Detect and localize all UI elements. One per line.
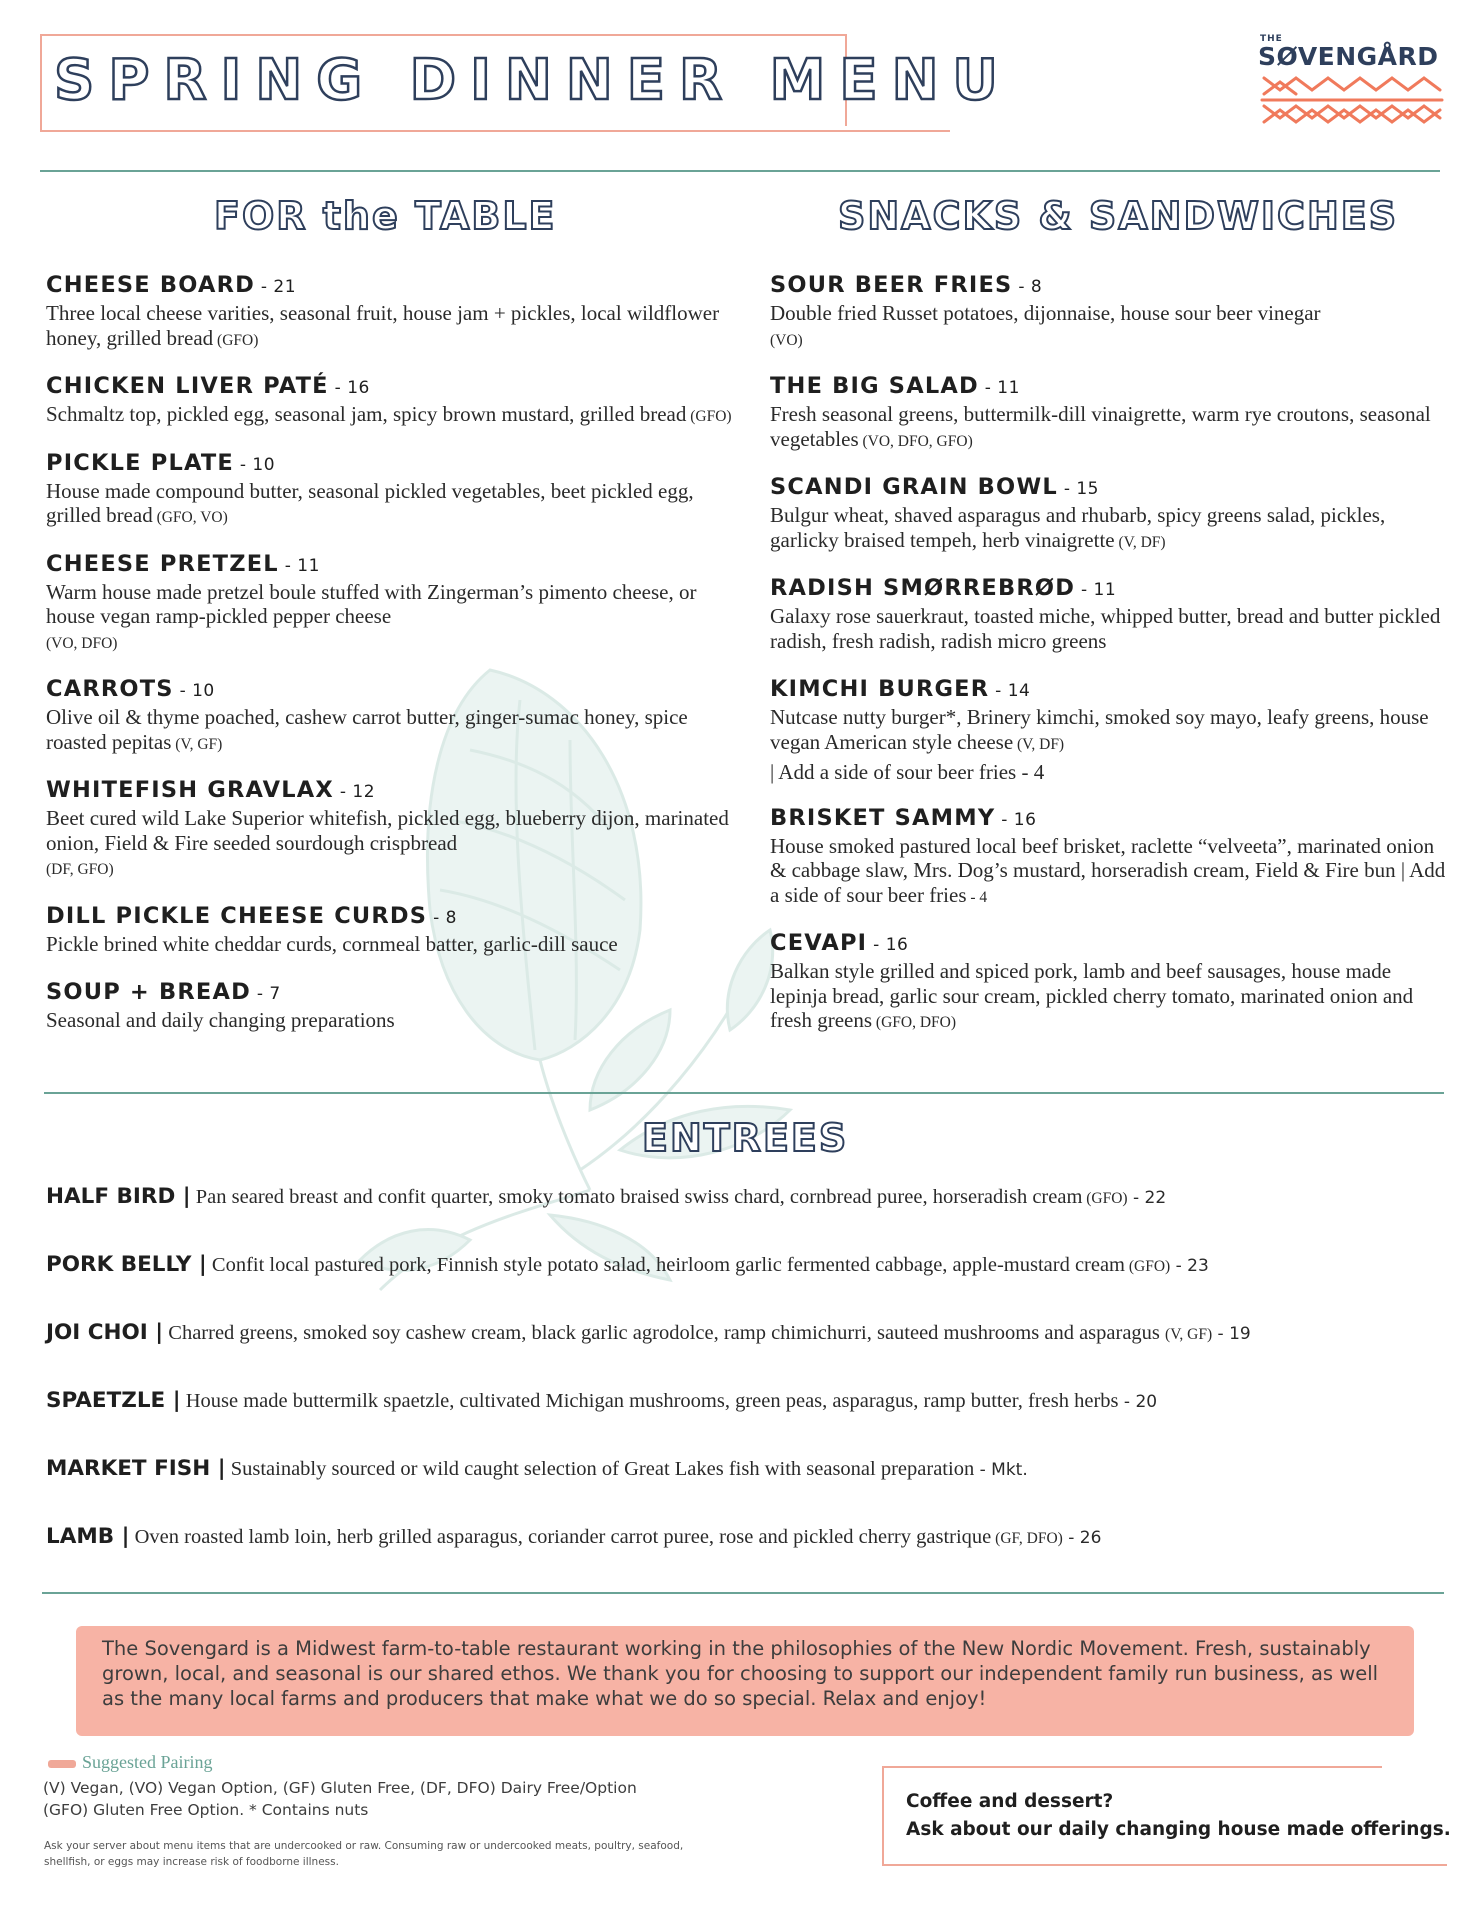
item-price: - 15 <box>1057 479 1099 499</box>
item-price: - 10 <box>233 454 276 475</box>
item-description: Fresh seasonal greens, buttermilk-dill vinaigrette, warm rye croutons, seasonal vegetables <box>770 402 1431 451</box>
entree-row <box>46 1320 1446 1345</box>
list-item <box>46 979 746 1036</box>
entree-name: HALF BIRD | <box>46 1184 191 1209</box>
entree-name: MARKET FISH | <box>46 1456 226 1481</box>
item-name: PICKLE PLATE <box>46 449 234 476</box>
item-name: CHICKEN LIVER PATÉ <box>46 373 329 399</box>
list-item <box>770 930 1450 1036</box>
entree-description: Confit local pastured pork, Finnish style potato salad, heirloom garlic fermented cabbage, apple-mustard cream <box>206 1254 1126 1276</box>
item-description: Schmaltz top, pickled egg, seasonal jam, spicy brown mustard, grilled bread <box>46 402 687 426</box>
item-name: THE BIG SALAD <box>770 373 979 399</box>
dietary-tag: (VO, DFO, GFO) <box>858 432 973 450</box>
dietary-tag: (GF, DFO) <box>991 1530 1063 1547</box>
item-description: Warm house made pretzel boule stuffed with Zingerman’s pimento cheese, or house vegan ramp-pickled pepper cheese <box>46 579 697 628</box>
title-frame <box>40 34 1012 132</box>
entree-name: SPAETZLE | <box>46 1388 181 1413</box>
entree-description: Sustainably sourced or wild caught selection of Great Lakes fish with seasonal preparation <box>225 1458 975 1480</box>
item-description: House smoked pastured local beef brisket, raclette “velveeta”, marinated onion & cabbage slaw, Mrs. Dog’s mustard, horseradish cream, Field & Fire bun | Add a side of sour beer fries <box>770 833 1446 907</box>
item-price: - 11 <box>278 555 320 576</box>
dietary-tag: (VO) <box>770 331 803 349</box>
item-price: - 8 <box>1012 277 1043 297</box>
entree-row <box>46 1184 1446 1209</box>
entree-name: JOI CHOI | <box>46 1320 164 1345</box>
for-the-table-heading: FOR the TABLE <box>214 194 557 238</box>
list-item <box>770 373 1450 454</box>
for-the-table-list <box>46 272 746 1056</box>
wheat-pattern-icon <box>1260 72 1444 128</box>
list-item <box>770 805 1450 911</box>
logo-name-text: SØVENGÅRD <box>1258 42 1439 71</box>
disclaimer: Ask your server about menu items that are undercooked or raw. Consuming raw or undercooked meats, poultry, seafood, shellfish, or eggs may increase risk of foodborne illness. <box>44 1840 684 1868</box>
item-price: - 12 <box>333 782 376 802</box>
dessert-callout <box>882 1766 1451 1866</box>
item-name: CHEESE BOARD <box>46 272 255 298</box>
item-name: CARROTS <box>46 676 174 702</box>
entrees-heading: ENTREES <box>642 1116 849 1160</box>
entree-name: LAMB | <box>46 1524 130 1549</box>
item-name: DILL PICKLE CHEESE CURDS <box>46 902 428 929</box>
top-divider <box>40 170 1440 172</box>
item-price: - 16 <box>867 935 909 955</box>
item-name: RADISH SMØRREBRØD <box>770 575 1076 601</box>
dietary-legend <box>43 1777 637 1821</box>
list-item <box>46 676 746 757</box>
bottom-divider <box>42 1592 1444 1594</box>
item-description: Pickle brined white cheddar curds, cornmeal batter, garlic-dill sauce <box>46 931 618 956</box>
item-price: - 21 <box>254 277 297 297</box>
item-description: Seasonal and daily changing preparations <box>46 1008 395 1032</box>
item-description: Balkan style grilled and spiced pork, lamb and beef sausages, house made lepinja bread, garlic sour cream, pickled cherry tomato, marinated onion and fresh greens <box>770 959 1414 1032</box>
entree-price: - Mkt. <box>974 1460 1028 1480</box>
item-description: Nutcase nutty burger*, Brinery kimchi, smoked soy mayo, leafy greens, house vegan American style cheese <box>770 705 1429 754</box>
dietary-tag: (V, GF) <box>171 735 223 753</box>
list-item <box>770 575 1450 656</box>
entree-price: - 20 <box>1118 1392 1158 1412</box>
item-name: CEVAPI <box>770 930 868 956</box>
pairing-swatch-icon <box>48 1760 76 1768</box>
item-description: Galaxy rose sauerkraut, toasted miche, whipped butter, bread and butter pickled radish, fresh radish, radish micro greens <box>770 604 1441 653</box>
item-price: - 11 <box>978 378 1020 398</box>
item-name: WHITEFISH GRAVLAX <box>46 777 334 803</box>
item-price: - 10 <box>173 681 215 701</box>
about-text-box: The Sovengard is a Midwest farm-to-table restaurant working in the philosophies of the New Nordic Movement. Fresh, sustainably grown, local, and seasonal is our shared ethos. We thank you for choosing to support our independent family run business, as well as the many local farms and producers that make what we do so special. Relax and enjoy! <box>76 1626 1414 1736</box>
item-name: BRISKET SAMMY <box>770 804 996 831</box>
dietary-tag: (GFO) <box>686 408 732 425</box>
item-description: Bulgur wheat, shaved asparagus and rhubarb, spicy greens salad, pickles, garlicky braised tempeh, herb vinaigrette <box>770 503 1386 552</box>
list-item <box>46 903 746 960</box>
item-description: Olive oil & thyme poached, cashew carrot butter, ginger-sumac honey, spice roasted pepitas <box>46 705 688 754</box>
item-description: House made compound butter, seasonal pickled vegetables, beet pickled egg, grilled bread <box>46 478 694 527</box>
entree-name: PORK BELLY | <box>46 1252 207 1277</box>
item-addon: | Add a side of sour beer fries - 4 <box>770 760 1045 784</box>
item-price: - 16 <box>328 378 370 398</box>
dietary-tag: (DF, GFO) <box>46 861 114 878</box>
item-name: SOUR BEER FRIES <box>770 272 1013 298</box>
dietary-tag: (V, DF) <box>1013 735 1065 753</box>
dietary-tag: (V, DF) <box>1114 533 1166 551</box>
dietary-tag: (GFO) <box>213 331 259 349</box>
middle-divider <box>44 1092 1444 1094</box>
entree-description: Oven roasted lamb loin, herb grilled asparagus, coriander carrot puree, rose and pickled cherry gastrique <box>129 1526 992 1548</box>
list-item <box>770 474 1450 555</box>
entree-description: Pan seared breast and confit quarter, smoky tomato braised swiss chard, cornbread puree, horseradish cream <box>190 1186 1083 1208</box>
entree-description: Charred greens, smoked soy cashew cream, black garlic agrodolce, ramp chimichurri, sauteed mushrooms and asparagus <box>163 1322 1166 1344</box>
item-name: SCANDI GRAIN BOWL <box>770 474 1058 500</box>
item-price: - 16 <box>995 809 1037 830</box>
item-price: - 7 <box>250 984 281 1004</box>
entree-description: House made buttermilk spaetzle, cultivated Michigan mushrooms, green peas, asparagus, ramp butter, fresh herbs <box>180 1390 1119 1412</box>
list-item <box>770 272 1450 353</box>
dietary-tag: (V, GF) <box>1165 1326 1213 1343</box>
legend-line: (V) Vegan, (VO) Vegan Option, (GF) Gluten Free, (DF, DFO) Dairy Free/Option <box>43 1779 637 1797</box>
logo-the-text: THE <box>1260 34 1283 44</box>
list-item <box>46 272 746 353</box>
item-description: Three local cheese varities, seasonal fruit, house jam + pickles, local wildflower honey, grilled bread <box>46 301 720 350</box>
entree-price: - 23 <box>1170 1256 1209 1276</box>
page-title: SPRING DINNER MENU <box>54 48 1012 113</box>
snacks-sandwiches-heading: SNACKS & SANDWICHES <box>838 194 1399 238</box>
entree-price: - 19 <box>1212 1324 1251 1344</box>
dietary-tag: (GFO) <box>1125 1258 1171 1275</box>
dietary-tag: (VO, DFO) <box>46 634 118 652</box>
list-item <box>46 777 746 883</box>
entree-price: - 22 <box>1127 1188 1167 1208</box>
dietary-tag: - 4 <box>966 888 988 906</box>
item-price: - 14 <box>989 681 1031 701</box>
snacks-sandwiches-list <box>770 272 1450 1056</box>
legend-line: (GFO) Gluten Free Option. * Contains nuts <box>43 1801 369 1819</box>
list-item <box>46 551 746 657</box>
dessert-line: Coffee and dessert? <box>906 1791 1114 1812</box>
entree-price: - 26 <box>1062 1528 1102 1548</box>
dietary-tag: (GFO, DFO) <box>872 1014 957 1031</box>
sovengard-logo <box>1256 32 1446 132</box>
item-name: SOUP + BREAD <box>46 979 251 1005</box>
entree-row <box>46 1252 1446 1277</box>
entree-row <box>46 1456 1446 1481</box>
dietary-tag: (GFO) <box>1082 1190 1128 1207</box>
item-name: KIMCHI BURGER <box>770 676 990 702</box>
item-description: Beet cured wild Lake Superior whitefish, pickled egg, blueberry dijon, marinated onion, Field & Fire seeded sourdough crispbread <box>46 806 729 855</box>
list-item <box>770 676 1450 785</box>
pairing-label: Suggested Pairing <box>82 1752 213 1772</box>
dietary-tag: (GFO, VO) <box>152 509 228 526</box>
item-description: Double fried Russet potatoes, dijonnaise, house sour beer vinegar <box>770 301 1321 325</box>
dessert-line: Ask about our daily changing house made offerings. <box>906 1819 1451 1840</box>
item-name: CHEESE PRETZEL <box>46 550 279 577</box>
item-price: - 11 <box>1075 580 1117 600</box>
list-item <box>46 450 746 531</box>
entree-row <box>46 1524 1446 1549</box>
suggested-pairing-legend <box>48 1752 213 1773</box>
entree-row <box>46 1388 1446 1413</box>
item-price: - 8 <box>427 907 457 928</box>
list-item <box>46 373 746 430</box>
